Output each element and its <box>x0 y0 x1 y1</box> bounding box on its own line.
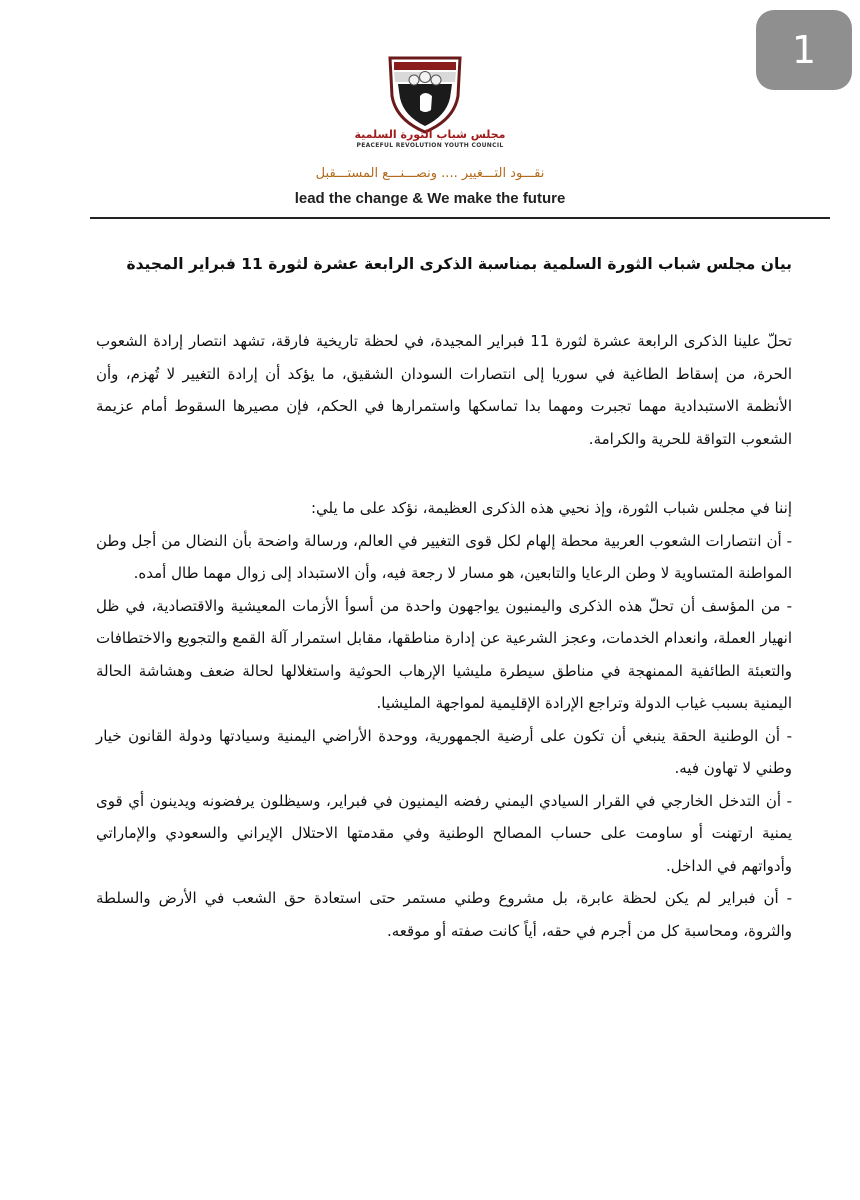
page-number-badge <box>756 10 852 90</box>
paragraph-lead: إننا في مجلس شباب الثورة، وإذ نحيي هذه الذكرى العظيمة، نؤكد على ما يلي: <box>310 499 792 517</box>
statement-body <box>96 325 792 947</box>
list-item: - أن فبراير لم يكن لحظة عابرة، بل مشروع وطني مستمر حتى استعادة حق الشعب في الأرض والسلطة والثروة، ومحاسبة كل من أجرم في حقه، أياً كانت صفته أو موقعه. <box>96 889 792 940</box>
list-item: - أن الوطنية الحقة ينبغي أن تكون على أرضية الجمهورية، ووحدة الأراضي اليمنية وسيادتها ودولة القانون خيار وطني لا تهاون فيه. <box>96 726 792 777</box>
paragraph-intro: تحلّ علينا الذكرى الرابعة عشرة لثورة 11 فبراير المجيدة، في لحظة تاريخية فارقة، تشهد انتصار إرادة الشعوب الحرة، من إسقاط الطاغية في سوريا إلى انتصارات السودان الشقيق، ما يؤكد أن إرادة التغيير لا تُهزم، وأن الأنظمة الاستبدادية مهما تجبرت ومهما بدا تماسكها واستمرارها في الحكم، فإن مصيرها السقوط أمام عزيمة الشعوب التواقة للحرية والكرامة. <box>96 332 792 448</box>
logo-english-name: PEACEFUL REVOLUTION YOUTH COUNCIL <box>356 142 504 149</box>
slogan-arabic: نقـــود التـــغيير .... ونصـــنـــع المستـــقبل <box>315 166 545 181</box>
list-item: - من المؤسف أن تحلّ هذه الذكرى واليمنيون يواجهون واحدة من أسوأ الأزمات المعيشية والاقتصادية، في ظل انهيار العملة، وانعدام الخدمات، وعجز الشرعية عن إدارة مناطقها، مقابل استمرار آلة القمع والتجويع والاختطافات والتعبئة الطائفية الممنهجة في مناطق سيطرة مليشيا الإرهاب الحوثية واستغلالها لحالة ضعف وهشاشة الحالة اليمنية بسبب غياب الدولة وتراجع الإرادة الإقليمية لمواجهة المليشيا. <box>96 596 792 712</box>
list-item: - أن انتصارات الشعوب العربية محطة إلهام لكل قوى التغيير في العالم، ورسالة واضحة بأن النضال من أجل وطن المواطنة المتساوية لا وطن الرعايا والتابعين، هو مسار لا رجعة فيه، وأن الاستبداد إلى زوال مهما طال أمده. <box>96 531 792 582</box>
list-item: - أن التدخل الخارجي في القرار السيادي اليمني رفضه اليمنيون في فبراير، وسيظلون يرفضونه ويدينون أي قوى يمنية ارتهنت أو ساومت على حساب المصالح الوطنية وفي مقدمتها الاحتلال الإيراني والسعودي والإماراتي وأدواتهم في الداخل. <box>96 791 792 875</box>
statement-title: بيان مجلس شباب الثورة السلمية بمناسبة الذكرى الرابعة عشرة لثورة 11 فبراير المجيدة <box>126 255 792 273</box>
header-divider <box>90 217 830 219</box>
page-number: 1 <box>791 28 817 72</box>
logo-arabic-name: مجلس شباب الثورة السلمية <box>354 128 506 141</box>
council-logo-icon <box>384 52 466 134</box>
slogan-english: lead the change & We make the future <box>294 190 566 207</box>
